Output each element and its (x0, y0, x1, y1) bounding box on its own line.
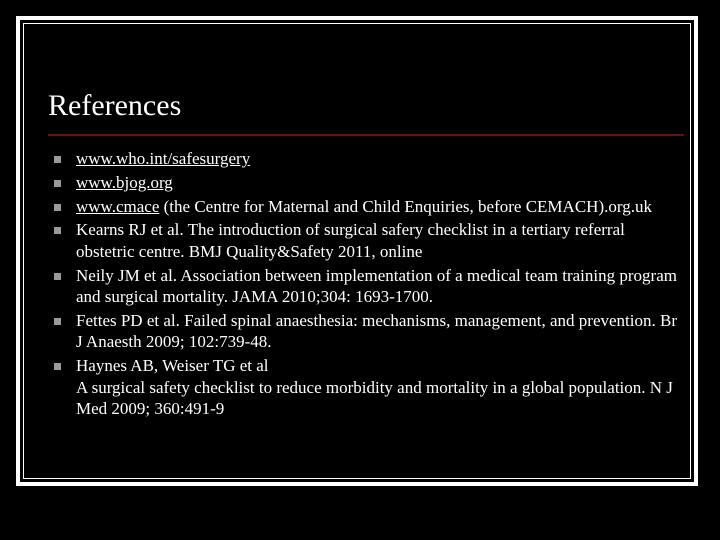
reference-link[interactable]: www.bjog.org (76, 172, 173, 192)
reference-item (48, 196, 678, 218)
reference-text: Haynes AB, Weiser TG et al (76, 356, 269, 376)
square-bullet-icon (54, 156, 61, 163)
square-bullet-icon (54, 273, 61, 280)
reference-item (48, 219, 678, 262)
square-bullet-icon (54, 180, 61, 187)
reference-link[interactable]: www.who.int/safesurgery (76, 149, 251, 168)
square-bullet-icon (54, 204, 61, 211)
reference-item (48, 310, 678, 353)
reference-item (48, 148, 678, 170)
square-bullet-icon (54, 318, 61, 325)
reference-text: Kearns RJ et al. The introduction of surgical safery checklist in a tertiary referral obstetric centre. BMJ Quality&Safety 2011, online (76, 220, 625, 261)
reference-text: Fettes PD et al. Failed spinal anaesthesia: mechanisms, management, and prevention. Br J Anaesth 2009; 102:739-48. (76, 310, 677, 352)
slide-title: References (48, 89, 182, 122)
square-bullet-icon (54, 227, 61, 234)
reference-item (48, 355, 678, 420)
reference-item (48, 265, 678, 308)
reference-text: Neily JM et al. Association between implementation of a medical team training program and surgical mortality. JAMA 2010;304: 1693-1700. (76, 265, 677, 307)
title-underline-rule (48, 134, 684, 136)
reference-text: (the Centre for Maternal and Child Enquiries, before CEMACH).org.uk (159, 196, 652, 216)
reference-text-continued: A surgical safety checklist to reduce morbidity and mortality in a global population. N J Med 2009; 360:491-9 (76, 377, 673, 419)
reference-item (48, 172, 678, 194)
square-bullet-icon (54, 363, 61, 370)
reference-link[interactable]: www.cmace (76, 196, 160, 216)
reference-list (48, 148, 678, 422)
